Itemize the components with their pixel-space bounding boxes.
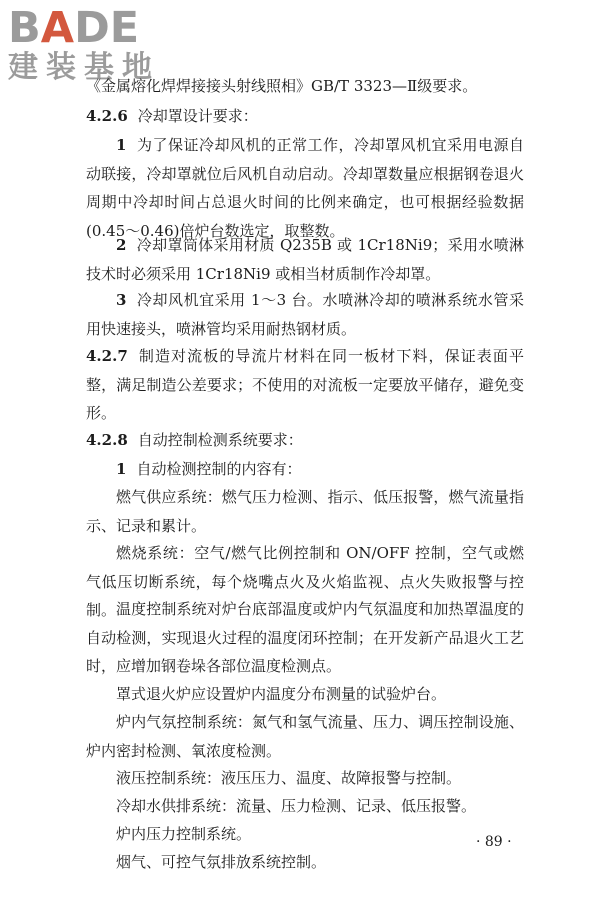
paragraph-combustion: 燃烧系统：空气/燃气比例控制和 ON/OFF 控制，空气或燃气低压切断系统，每个烧嘴点火及火焰监视、点火失败报警与控制。 <box>86 544 524 619</box>
section-4-2-6-item-1 <box>86 131 524 245</box>
paragraph-temperature-control: 温度控制系统对炉台底部温度或炉内气氛温度和加热罩温度的自动检测，实现退火过程的温度闭环控制；在开发新产品退火工艺时，应增加钢卷垛各部位温度检测点。 <box>86 600 524 675</box>
item-number: 2 <box>116 236 127 254</box>
item-text: 自动检测控制的内容有： <box>136 460 302 478</box>
section-4-2-6-item-3 <box>86 286 524 343</box>
paragraph-furnace-pressure: 炉内压力控制系统。 <box>116 825 252 843</box>
section-number: 4.2.6 <box>86 107 128 125</box>
logo-brand-part: DE <box>74 3 140 53</box>
section-4-2-8-heading <box>86 426 524 455</box>
section-number: 4.2.8 <box>86 431 128 449</box>
item-number: 1 <box>116 136 127 154</box>
paragraph-hydraulic-control: 液压控制系统：液压压力、温度、故障报警与控制。 <box>116 769 462 787</box>
logo-brand-accent: A <box>40 3 75 53</box>
item-text: 冷却罩筒体采用材质 Q235B 或 1Cr18Ni9；采用水喷淋技术时必须采用 1Cr18Ni9 或相当材质制作冷却罩。 <box>86 236 524 283</box>
paragraph-flue-gas: 烟气、可控气氛排放系统控制。 <box>116 853 327 871</box>
section-number: 4.2.7 <box>86 347 128 365</box>
section-title: 自动控制检测系统要求： <box>137 431 303 449</box>
paragraph-atmosphere-control: 炉内气氛控制系统：氮气和氢气流量、压力、调压控制设施、炉内密封检测、氧浓度检测。 <box>86 713 524 760</box>
paragraph-test-furnace: 罩式退火炉应设置炉内温度分布测量的试验炉台。 <box>116 685 447 703</box>
section-4-2-6-item-2 <box>86 231 524 288</box>
paragraph-cooling-water: 冷却水供排系统：流量、压力检测、记录、低压报警。 <box>116 797 477 815</box>
logo-brand-part: B <box>8 3 41 53</box>
page-number: · 89 · <box>476 834 512 850</box>
section-4-2-8-item-1 <box>86 455 524 484</box>
section-title: 冷却罩设计要求： <box>137 107 258 125</box>
continued-line: 《金属熔化焊焊接接头射线照相》GB/T 3323—Ⅱ级要求。 <box>86 77 478 95</box>
paragraph-gas-supply: 燃气供应系统：燃气压力检测、指示、低压报警，燃气流量指示、记录和累计。 <box>86 488 524 535</box>
logo-subtitle: 建装基地 <box>8 50 160 85</box>
section-text: 制造对流板的导流片材料在同一板材下料，保证表面平整，满足制造公差要求；不使用的对流板一定要放平储存，避免变形。 <box>86 347 524 422</box>
item-text: 冷却风机宜采用 1～3 台。水喷淋冷却的喷淋系统水管采用快速接头，喷淋管均采用耐热钢材质。 <box>86 291 524 338</box>
logo-brand <box>8 4 176 52</box>
item-number: 1 <box>116 460 127 478</box>
item-number: 3 <box>116 291 127 309</box>
section-4-2-6-heading <box>86 102 524 131</box>
section-4-2-7 <box>86 342 524 428</box>
item-text: 为了保证冷却风机的正常工作，冷却罩风机宜采用电源自动联接，冷却罩就位后风机自动启动。冷却罩数量应根据钢卷退火周期中冷却时间占总退火时间的比例来确定，也可根据经验数据(0.45～0.46)倍炉台数选定，取整数。 <box>86 136 524 240</box>
